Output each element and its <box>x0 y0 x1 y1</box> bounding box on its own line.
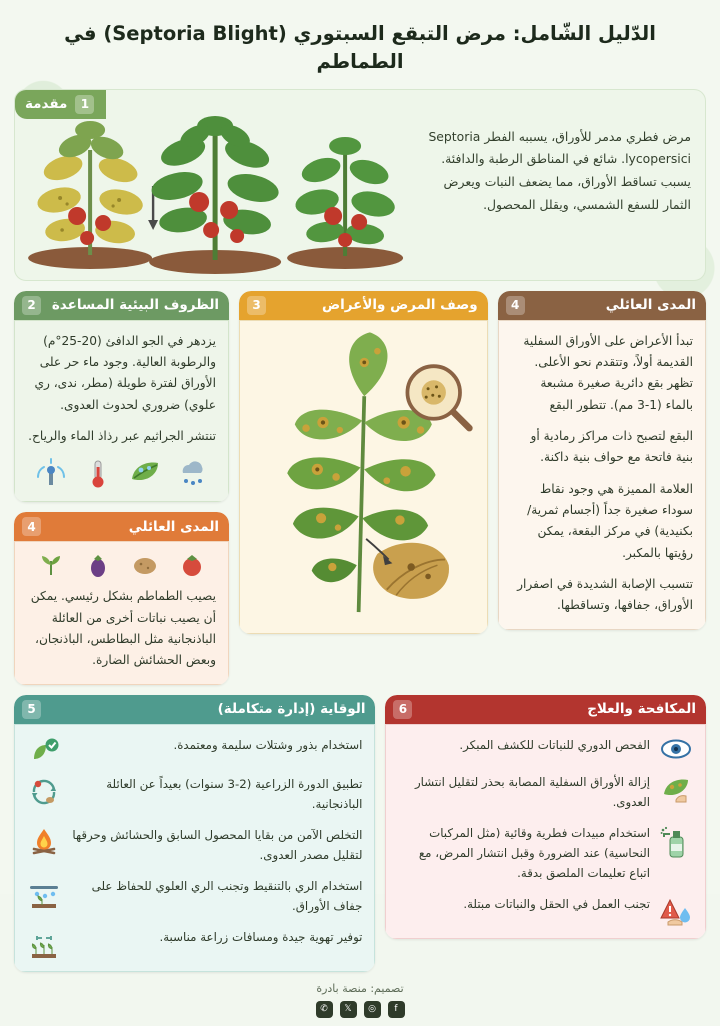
prevention-item <box>27 927 362 959</box>
control-item-text: إزالة الأوراق السفلية المصابة بحذر لتقليل انتشار العدوى. <box>414 774 650 809</box>
control-item-text: تجنب العمل في الحقل والنباتات مبتلة. <box>463 896 650 911</box>
prevention-item-text: استخدام بذور وشتلات سليمة ومعتمدة. <box>173 737 363 752</box>
bottom-columns <box>14 695 706 972</box>
tomato-icon <box>177 552 207 578</box>
control-header <box>385 695 706 724</box>
control-label: المكافحة والعلاج <box>587 701 696 718</box>
host-range-left-para-2: البقع لتصبح ذات مراكز رمادية أو بنية فاتحة مع حواف بنية داكنة. <box>530 428 693 465</box>
eye-icon <box>659 735 693 761</box>
prevention-item-text: تطبيق الدورة الزراعية (2-3 سنوات) بعيداً عن العائلة الباذنجانية. <box>106 776 363 811</box>
host-range-left-label: المدى العائلي <box>605 297 696 314</box>
host-range-left-para-3: العلامة المميزة هي وجود نقاط سوداء صغيرة جداً (أجسام ثمرية/بكنيدية) في مركز البقعة، يمكن رؤيتها بالمكبر. <box>527 481 693 560</box>
potato-icon <box>130 552 160 578</box>
environment-body <box>14 320 229 503</box>
prevention-item <box>27 876 362 916</box>
host-range-left-number: 4 <box>506 296 525 315</box>
intro-text: مرض فطري مدمر للأوراق، يسببه الفطر Septoria lycopersici. شائع في المناطق الرطبة والدافئة. يسبب تساقط الأوراق، مما يضعف النبات ويعرض الثمار للسفع الشمسي، ويقلل المحصول. <box>428 128 691 213</box>
facebook-icon[interactable]: f <box>388 1001 405 1018</box>
prevention-number: 5 <box>22 700 41 719</box>
environment-label: الظروف البيئية المساعدة <box>51 297 220 314</box>
twitter-icon[interactable]: 𝕏 <box>340 1001 357 1018</box>
column-prevention <box>14 695 375 972</box>
symptoms-label: وصف المرض والأعراض <box>321 297 478 314</box>
page-title: الدّليل الشّامل: مرض التبقع السبتوري (Septoria Blight) في الطماطم <box>64 22 656 74</box>
drip-irrigation-icon <box>27 876 61 908</box>
prevention-header <box>14 695 375 724</box>
column-left <box>14 291 229 685</box>
prevention-item-text: توفير تهوية جيدة ومسافات زراعة مناسبة. <box>159 929 363 944</box>
sprinkler-icon <box>34 457 68 489</box>
control-item <box>398 735 693 761</box>
control-number: 6 <box>393 700 412 719</box>
host-range-right-label: المدى العائلي <box>128 518 220 535</box>
host-range-left-para-1: تبدأ الأعراض على الأوراق السفلية القديمة أولاً، وتتقدم نحو الأعلى. تظهر بقع دائرية صغيرة مشبعة بالماء (1-3 مم). تتطور البقع <box>523 333 693 412</box>
intro-number: 1 <box>75 95 94 114</box>
host-range-left-body <box>498 320 706 630</box>
host-plants-icons <box>27 552 216 578</box>
host-range-right-number: 4 <box>22 517 41 536</box>
eggplant-icon <box>83 552 113 578</box>
weed-icon <box>36 552 66 578</box>
control-item-text: الفحص الدوري للنباتات للكشف المبكر. <box>459 737 650 752</box>
control-body <box>385 724 706 939</box>
symptoms-header <box>239 291 488 320</box>
rain-cloud-icon <box>175 457 209 489</box>
social-links <box>14 1001 706 1018</box>
certified-seed-icon <box>27 735 61 763</box>
pruning-hand-icon <box>659 772 693 804</box>
environment-icons <box>27 457 216 489</box>
control-item <box>398 823 693 883</box>
main-columns <box>14 291 706 685</box>
footer <box>14 972 706 1026</box>
environment-number: 2 <box>22 296 41 315</box>
plant-spacing-icon <box>27 927 61 959</box>
prevention-item-text: التخلص الآمن من بقايا المحصول السابق والحشائش وحرقها لتقليل مصدر العدوى. <box>72 827 363 862</box>
host-range-right-text: يصيب الطماطم بشكل رئيسي. يمكن أن يصيب نباتات أخرى من العائلة الباذنجانية مثل البطاطس، الباذنجان، وبعض الحشائش الضارة. <box>30 589 217 668</box>
section-prevention <box>14 695 375 972</box>
section-intro <box>14 89 706 281</box>
host-range-left-header <box>498 291 706 320</box>
tomato-plants-illustration <box>15 90 415 280</box>
prevention-item <box>27 774 362 814</box>
section-host-range-right <box>14 512 229 684</box>
control-item-text: استخدام مبيدات فطرية وقائية (مثل المركبات النحاسية) عند الضرورة وقبل انتشار المرض، مع اتباع تعليمات الملصق بدقة. <box>418 825 650 880</box>
host-range-right-header <box>14 512 229 541</box>
environment-header <box>14 291 229 320</box>
control-item <box>398 894 693 926</box>
section-control <box>385 695 706 939</box>
column-middle <box>239 291 488 634</box>
section-symptoms <box>239 291 488 634</box>
prevention-label: الوقاية (إدارة متكاملة) <box>217 701 366 718</box>
column-right <box>498 291 706 630</box>
host-range-left-para-4: تتسبب الإصابة الشديدة في اصفرار الأوراق، جفافها، وتساقطها. <box>517 576 693 613</box>
environment-para-1: يزدهر في الجو الدافئ (20-25°م) والرطوبة العالية. وجود ماء حر على الأوراق لفترة طويلة (مطر، ندى، ري علوي) ضروري لحدوث العدوى. <box>34 333 217 412</box>
burn-residue-icon <box>27 825 61 857</box>
instagram-icon[interactable]: ◎ <box>364 1001 381 1018</box>
control-item <box>398 772 693 812</box>
thermometer-icon <box>81 457 115 489</box>
footer-credit: تصميم: منصة بادرة <box>316 981 404 995</box>
crop-rotation-icon <box>27 774 61 806</box>
prevention-item <box>27 825 362 865</box>
spray-bottle-icon <box>659 823 693 859</box>
prevention-item <box>27 735 362 763</box>
intro-label: مقدمة <box>25 96 68 113</box>
host-range-right-body <box>14 541 229 684</box>
warning-water-icon <box>659 894 693 926</box>
whatsapp-icon[interactable]: ✆ <box>316 1001 333 1018</box>
wet-leaf-icon <box>128 457 162 489</box>
symptoms-number: 3 <box>247 296 266 315</box>
section-host-range-left <box>498 291 706 630</box>
symptoms-body <box>239 320 488 634</box>
prevention-body <box>14 724 375 972</box>
environment-para-2: تنتشر الجراثيم عبر رذاذ الماء والرياح. <box>28 428 217 443</box>
column-control <box>385 695 706 939</box>
leaf-symptoms-illustration <box>246 325 481 627</box>
prevention-item-text: استخدام الري بالتنقيط وتجنب الري العلوي للحفاظ على جفاف الأوراق. <box>91 878 363 913</box>
section-environment <box>14 291 229 503</box>
